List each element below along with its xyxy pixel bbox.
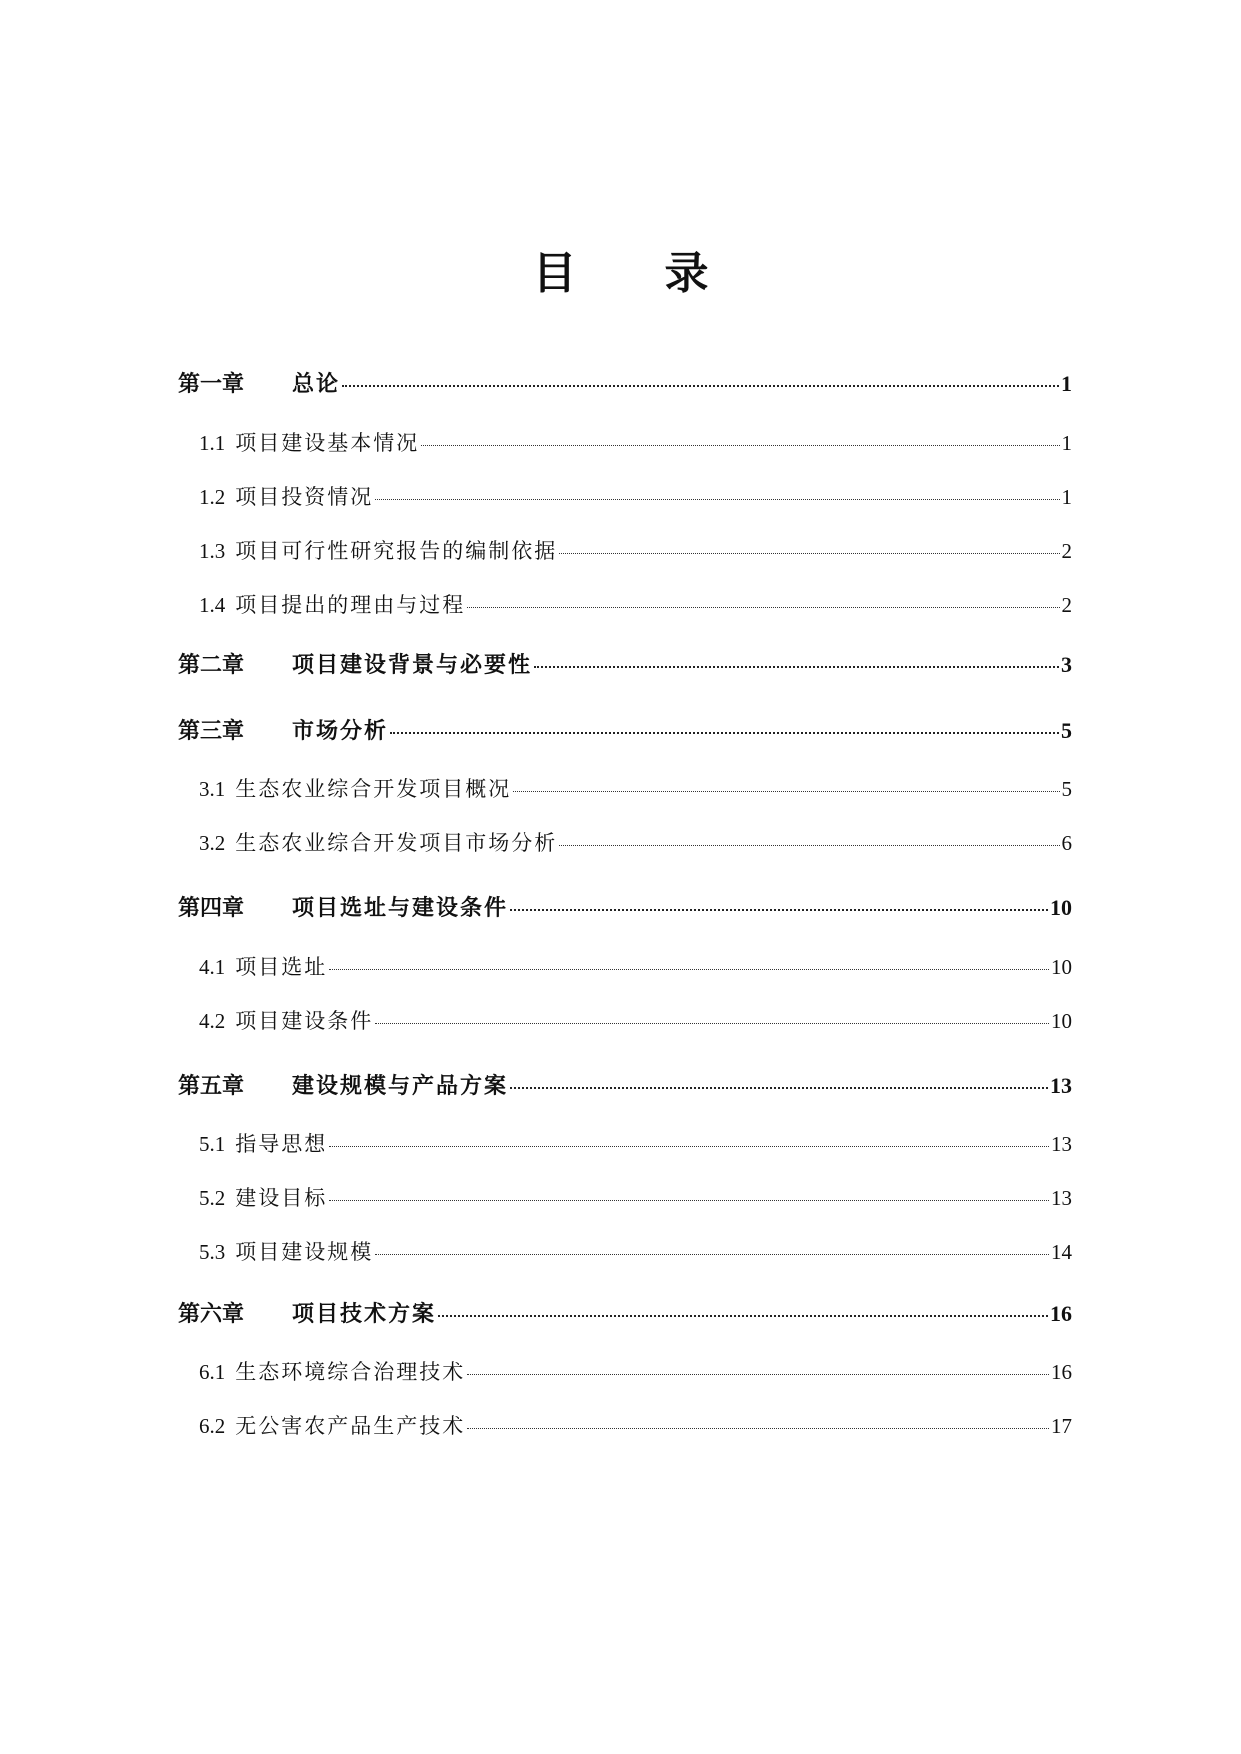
entry-label: 建设规模与产品方案 xyxy=(292,1073,509,1099)
page-number: 16 xyxy=(1050,1301,1072,1326)
entry-label: 项目建设背景与必要性 xyxy=(292,652,533,678)
section-number: 5.3 xyxy=(199,1240,226,1264)
page-number: 10 xyxy=(1051,1009,1072,1033)
page-number: 13 xyxy=(1050,1073,1072,1098)
entry-label: 市场分析 xyxy=(292,718,389,744)
dot-leader xyxy=(421,445,1059,446)
page-number: 16 xyxy=(1051,1360,1072,1384)
entry-label: 生态农业综合开发项目概况 xyxy=(235,777,512,801)
chapter-number: 第二章 xyxy=(178,652,245,678)
chapter-number: 第五章 xyxy=(178,1073,245,1099)
section-number: 5.2 xyxy=(199,1186,226,1210)
toc-entry-section-6-2[interactable] xyxy=(199,1416,1072,1437)
section-number: 3.2 xyxy=(199,831,226,855)
entry-label: 建设目标 xyxy=(235,1186,328,1210)
section-number: 1.1 xyxy=(199,431,226,455)
page-number: 13 xyxy=(1051,1132,1072,1156)
page-number: 1 xyxy=(1061,431,1072,455)
dot-leader xyxy=(375,1023,1049,1024)
chapter-number: 第三章 xyxy=(178,718,245,744)
toc-entry-section-3-2[interactable] xyxy=(199,833,1072,854)
dot-leader xyxy=(510,1087,1048,1089)
dot-leader xyxy=(510,909,1048,911)
section-number: 6.1 xyxy=(199,1360,226,1384)
dot-leader xyxy=(390,732,1059,734)
entry-label: 项目选址 xyxy=(235,955,328,979)
dot-leader xyxy=(375,499,1059,500)
section-number: 1.2 xyxy=(199,485,226,509)
dot-leader xyxy=(559,553,1059,554)
entry-label: 总论 xyxy=(292,371,341,397)
section-number: 6.2 xyxy=(199,1414,226,1438)
page-number: 6 xyxy=(1061,831,1072,855)
toc-entry-chapter-4[interactable] xyxy=(178,897,1072,919)
entry-label: 项目可行性研究报告的编制依据 xyxy=(235,539,558,563)
entry-label: 项目建设基本情况 xyxy=(235,431,420,455)
entry-label: 指导思想 xyxy=(235,1132,328,1156)
chapter-number: 第四章 xyxy=(178,895,245,921)
section-number: 1.4 xyxy=(199,593,226,617)
page-number: 1 xyxy=(1061,371,1072,396)
page-number: 5 xyxy=(1061,777,1072,801)
toc-entry-section-5-3[interactable] xyxy=(199,1242,1072,1263)
entry-label: 项目投资情况 xyxy=(235,485,374,509)
chapter-number: 第一章 xyxy=(178,371,245,397)
dot-leader xyxy=(342,385,1059,387)
toc-entry-section-4-1[interactable] xyxy=(199,957,1072,978)
toc-entry-chapter-5[interactable] xyxy=(178,1075,1072,1097)
toc-entry-section-5-1[interactable] xyxy=(199,1134,1072,1155)
entry-label: 项目选址与建设条件 xyxy=(292,895,509,921)
page-number: 1 xyxy=(1061,485,1072,509)
dot-leader xyxy=(534,666,1059,668)
toc-entry-section-4-2[interactable] xyxy=(199,1011,1072,1032)
entry-label: 生态环境综合治理技术 xyxy=(235,1360,466,1384)
section-number: 4.2 xyxy=(199,1009,226,1033)
toc-entry-section-1-2[interactable] xyxy=(199,487,1072,508)
toc-entry-section-1-4[interactable] xyxy=(199,595,1072,616)
dot-leader xyxy=(375,1254,1049,1255)
dot-leader xyxy=(329,1200,1049,1201)
page-number: 10 xyxy=(1051,955,1072,979)
section-number: 5.1 xyxy=(199,1132,226,1156)
page-number: 2 xyxy=(1061,593,1072,617)
page-title: 目 录 xyxy=(532,248,709,299)
entry-label: 生态农业综合开发项目市场分析 xyxy=(235,831,558,855)
toc-entry-section-1-3[interactable] xyxy=(199,541,1072,562)
dot-leader xyxy=(329,1146,1049,1147)
entry-label: 项目建设条件 xyxy=(235,1009,374,1033)
section-number: 4.1 xyxy=(199,955,226,979)
toc-entry-section-6-1[interactable] xyxy=(199,1362,1072,1383)
page-number: 3 xyxy=(1061,652,1072,677)
dot-leader xyxy=(467,1374,1049,1375)
toc-entry-chapter-1[interactable] xyxy=(178,373,1072,395)
section-number: 3.1 xyxy=(199,777,226,801)
page-number: 5 xyxy=(1061,718,1072,743)
dot-leader xyxy=(559,845,1059,846)
toc-entry-section-1-1[interactable] xyxy=(199,433,1072,454)
entry-label: 项目建设规模 xyxy=(235,1240,374,1264)
chapter-number: 第六章 xyxy=(178,1301,245,1327)
toc-entry-chapter-3[interactable] xyxy=(178,720,1072,742)
page-number: 13 xyxy=(1051,1186,1072,1210)
dot-leader xyxy=(467,607,1059,608)
toc-entry-section-3-1[interactable] xyxy=(199,779,1072,800)
toc-entry-section-5-2[interactable] xyxy=(199,1188,1072,1209)
page-number: 2 xyxy=(1061,539,1072,563)
section-number: 1.3 xyxy=(199,539,226,563)
toc-entry-chapter-6[interactable] xyxy=(178,1303,1072,1325)
page-number: 10 xyxy=(1050,895,1072,920)
page-number: 17 xyxy=(1051,1414,1072,1438)
entry-label: 项目提出的理由与过程 xyxy=(235,593,466,617)
page-number: 14 xyxy=(1051,1240,1072,1264)
dot-leader xyxy=(467,1428,1049,1429)
dot-leader xyxy=(438,1315,1048,1317)
dot-leader xyxy=(329,969,1049,970)
dot-leader xyxy=(513,791,1059,792)
toc-entry-chapter-2[interactable] xyxy=(178,654,1072,676)
entry-label: 无公害农产品生产技术 xyxy=(235,1414,466,1438)
entry-label: 项目技术方案 xyxy=(292,1301,437,1327)
